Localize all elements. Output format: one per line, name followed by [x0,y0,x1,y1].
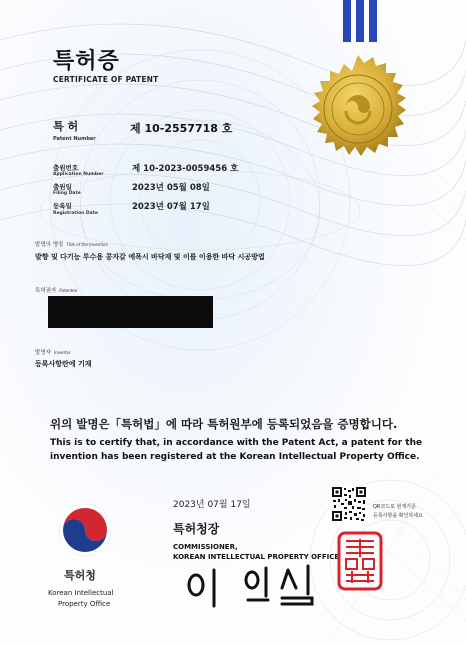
patentee-label [35,286,77,294]
commissioner-title-ko: 특허청장 [173,522,220,536]
kipo-logo [57,502,113,558]
commissioner-title-en-line2: KOREAN INTELLECTUAL PROPERTY OFFICE [173,553,340,561]
application-number: 제 10-2023-0059456 호 [132,164,239,174]
issue-date: 2023년 07월 17일 [173,500,251,510]
invention-title: 발향 및 다기능 투수용 콩자갈 에폭시 바닥재 및 이를 이용한 바닥 시공방법 [35,253,265,261]
filing-label-en: Filing Date [53,191,81,196]
patent-label-en: Patent Number [53,136,96,142]
office-name-en-line1: Korean Intellectual [48,589,114,597]
certificate-title-ko: 특허증 [53,49,120,74]
ribbon-stripe [356,0,364,42]
inventor-label [35,348,71,356]
certification-statement-ko: 위의 발명은「특허법」에 따라 특허원부에 등록되었음을 증명합니다. [50,417,398,431]
certification-statement-en-line2: invention has been registered at the Korean Intellectual Property Office. [50,452,420,462]
application-label-ko: 출원번호 [53,164,79,172]
ribbon-stripe [369,0,377,42]
commissioner-signature [170,560,330,610]
certificate-title-en: CERTIFICATE OF PATENT [53,75,159,84]
gold-seal-medal [303,54,413,164]
qr-caption-line2: 등록사항을 확인하세요 [373,513,423,519]
invention-label [35,240,108,248]
filing-date: 2023년 05월 08일 [132,183,210,193]
patent-label-ko: 특 허 [53,120,79,133]
registration-date: 2023년 07월 17일 [132,202,210,212]
inventor-label-en: Inventor [53,350,71,355]
application-label-en: Application Number [53,172,104,177]
ribbon-stripe [343,0,351,42]
invention-label-ko: 발명의 명칭 [35,242,64,248]
office-name-ko: 특허청 [64,569,96,582]
qr-code[interactable] [331,486,367,522]
registration-label-ko: 등록일 [53,202,72,210]
patentee-redaction [48,296,213,328]
inventor-label-ko: 발명자 [35,350,51,356]
office-name-en-line2: Property Office [58,600,111,608]
patent-number: 제 10-2557718 호 [130,122,233,135]
qr-caption-line1: QR코드로 현재기준 [373,504,416,510]
patentee-label-en: Patentee [59,288,78,293]
patentee-label-ko: 특허권자 [35,288,57,294]
certification-statement-en-line1: This is to certify that, in accordance with the Patent Act, a patent for the [50,438,423,448]
registration-label-en: Registration Date [53,211,98,216]
inventor-value: 등록사항란에 기재 [35,360,92,368]
official-red-seal [337,531,383,591]
filing-label-ko: 출원일 [53,183,72,191]
commissioner-title-en-line1: COMMISSIONER, [173,543,238,551]
invention-label-en: Title of the Invention [66,242,108,247]
